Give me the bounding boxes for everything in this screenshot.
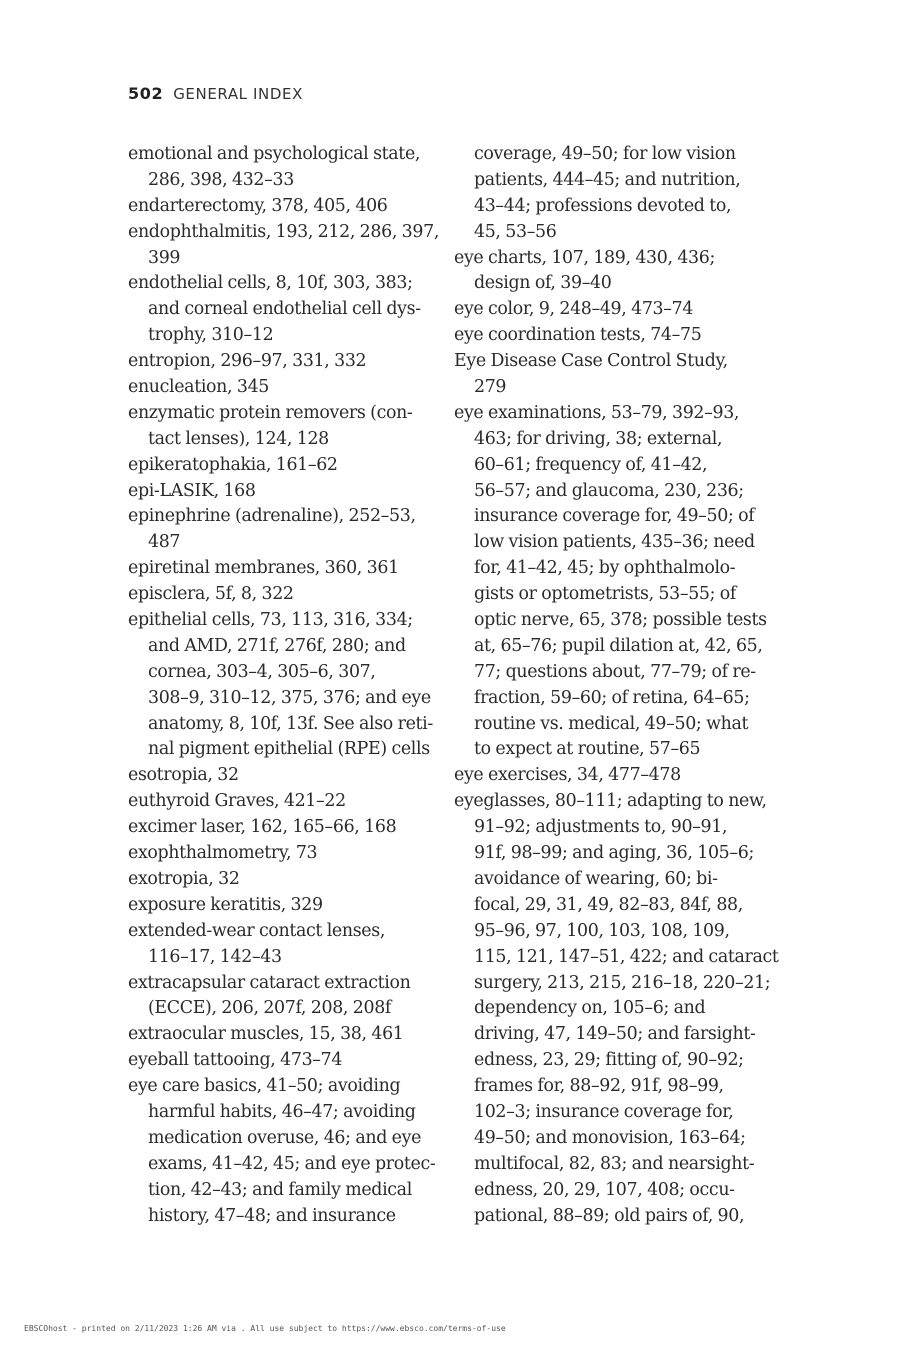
index-line: 95–96, 97, 100, 103, 108, 109,: [474, 920, 730, 941]
index-line: epiretinal membranes, 360, 361: [128, 558, 399, 579]
index-line: focal, 29, 31, 49, 82–83, 84f, 88,: [474, 894, 743, 915]
index-line: fraction, 59–60; of retina, 64–65;: [474, 687, 750, 708]
index-line: routine vs. medical, 49–50; what: [474, 713, 749, 734]
index-line: 91f, 98–99; and aging, 36, 105–6;: [474, 843, 754, 864]
index-line: 399: [148, 247, 181, 268]
index-line: insurance coverage for, 49–50; of: [474, 506, 755, 527]
index-line: avoidance of wearing, 60; bi-: [474, 868, 718, 889]
index-line: eye charts, 107, 189, 430, 436;: [454, 247, 715, 268]
index-line: endarterectomy, 378, 405, 406: [128, 195, 388, 216]
index-line: 102–3; insurance coverage for,: [474, 1101, 734, 1122]
index-line: 43–44; professions devoted to,: [474, 195, 732, 216]
index-line: eye exercises, 34, 477–478: [454, 765, 681, 786]
index-line: epi-LASIK, 168: [128, 480, 256, 501]
index-line: extracapsular cataract extraction: [128, 972, 411, 993]
index-line: exotropia, 32: [128, 868, 240, 889]
index-line: 116–17, 142–43: [148, 946, 282, 967]
index-line: extraocular muscles, 15, 38, 461: [128, 1024, 404, 1045]
index-line: nal pigment epithelial (RPE) cells: [148, 739, 430, 760]
index-line: eyeball tattooing, 473–74: [128, 1050, 343, 1071]
section-title: GENERAL INDEX: [173, 85, 303, 103]
index-line: to expect at routine, 57–65: [474, 739, 701, 760]
index-line: 45, 53–56: [474, 221, 557, 242]
index-line: surgery, 213, 215, 216–18, 220–21;: [474, 972, 771, 993]
index-line: eye examinations, 53–79, 392–93,: [454, 402, 740, 423]
index-line: for, 41–42, 45; by ophthalmolo-: [474, 558, 736, 579]
index-line: Eye Disease Case Control Study,: [454, 351, 728, 372]
index-line: 49–50; and monovision, 163–64;: [474, 1127, 746, 1148]
index-line: (ECCE), 206, 207f, 208, 208f: [148, 998, 392, 1019]
index-line: anatomy, 8, 10f, 13f. See also reti-: [148, 713, 433, 734]
index-line: euthyroid Graves, 421–22: [128, 791, 346, 812]
index-line: episclera, 5f, 8, 322: [128, 584, 294, 605]
index-line: design of, 39–40: [474, 273, 612, 294]
index-line: tact lenses), 124, 128: [148, 428, 329, 449]
index-line: edness, 23, 29; fitting of, 90–92;: [474, 1050, 744, 1071]
index-line: medication overuse, 46; and eye: [148, 1127, 422, 1148]
index-line: gists or optometrists, 53–55; of: [474, 584, 737, 605]
index-line: eye color, 9, 248–49, 473–74: [454, 299, 694, 320]
index-line: excimer laser, 162, 165–66, 168: [128, 817, 397, 838]
index-line: epinephrine (adrenaline), 252–53,: [128, 506, 416, 527]
index-line: tion, 42–43; and family medical: [148, 1179, 412, 1200]
index-line: optic nerve, 65, 378; possible tests: [474, 610, 767, 631]
index-line: dependency on, 105–6; and: [474, 998, 706, 1019]
index-line: epikeratophakia, 161–62: [128, 454, 338, 475]
index-line: esotropia, 32: [128, 765, 239, 786]
index-line: endophthalmitis, 193, 212, 286, 397,: [128, 221, 439, 242]
index-line: history, 47–48; and insurance: [148, 1205, 396, 1226]
index-line: enucleation, 345: [128, 377, 270, 398]
page-number: 502: [128, 84, 164, 103]
index-column-right: [454, 142, 779, 1229]
index-line: exophthalmometry, 73: [128, 843, 318, 864]
index-line: pational, 88–89; old pairs of, 90,: [474, 1205, 745, 1226]
index-line: 60–61; frequency of, 41–42,: [474, 454, 708, 475]
index-line: and corneal endothelial cell dys-: [148, 299, 421, 320]
running-header: [128, 84, 303, 103]
index-line: eye coordination tests, 74–75: [454, 325, 702, 346]
index-line: driving, 47, 149–50; and farsight-: [474, 1024, 756, 1045]
index-line: and AMD, 271f, 276f, 280; and: [148, 635, 406, 656]
index-column-left: [128, 142, 450, 1229]
index-line: extended-wear contact lenses,: [128, 920, 385, 941]
index-line: 463; for driving, 38; external,: [474, 428, 723, 449]
index-line: enzymatic protein removers (con-: [128, 402, 413, 423]
index-line: exams, 41–42, 45; and eye protec-: [148, 1153, 436, 1174]
index-line: 56–57; and glaucoma, 230, 236;: [474, 480, 744, 501]
index-line: 308–9, 310–12, 375, 376; and eye: [148, 687, 431, 708]
index-line: endothelial cells, 8, 10f, 303, 383;: [128, 273, 413, 294]
index-line: 487: [148, 532, 181, 553]
index-line: cornea, 303–4, 305–6, 307,: [148, 661, 376, 682]
index-line: patients, 444–45; and nutrition,: [474, 169, 741, 190]
index-line: at, 65–76; pupil dilation at, 42, 65,: [474, 635, 763, 656]
footer-notice: EBSCOhost - printed on 2/11/2023 1:26 AM via . All use subject to https://www.ebsco.com/terms-of-use: [24, 1324, 506, 1333]
index-line: 279: [474, 377, 507, 398]
index-line: 91–92; adjustments to, 90–91,: [474, 817, 728, 838]
index-line: frames for, 88–92, 91f, 98–99,: [474, 1076, 724, 1097]
index-line: 115, 121, 147–51, 422; and cataract: [474, 946, 779, 967]
index-line: eyeglasses, 80–111; adapting to new,: [454, 791, 767, 812]
index-line: 77; questions about, 77–79; of re-: [474, 661, 756, 682]
index-line: epithelial cells, 73, 113, 316, 334;: [128, 610, 413, 631]
index-line: harmful habits, 46–47; avoiding: [148, 1101, 416, 1122]
index-line: eye care basics, 41–50; avoiding: [128, 1076, 401, 1097]
index-line: multifocal, 82, 83; and nearsight-: [474, 1153, 755, 1174]
index-line: exposure keratitis, 329: [128, 894, 323, 915]
index-line: entropion, 296–97, 331, 332: [128, 351, 367, 372]
index-line: coverage, 49–50; for low vision: [474, 144, 736, 164]
index-line: trophy, 310–12: [148, 325, 274, 346]
index-line: emotional and psychological state,: [128, 144, 421, 164]
index-line: low vision patients, 435–36; need: [474, 532, 755, 553]
index-line: 286, 398, 432–33: [148, 169, 294, 190]
index-line: edness, 20, 29, 107, 408; occu-: [474, 1179, 735, 1200]
